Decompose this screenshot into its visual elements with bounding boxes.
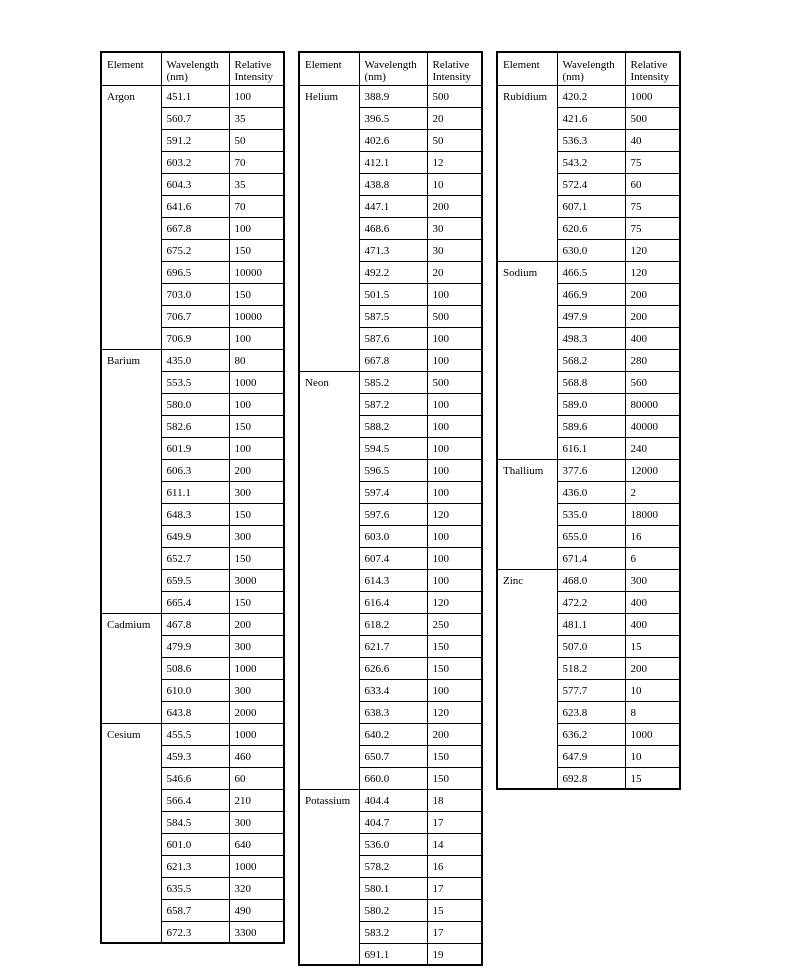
table-row — [497, 459, 680, 481]
wavelength-cell: 696.5 — [161, 261, 229, 283]
intensity-cell: 150 — [229, 591, 284, 613]
table-row — [497, 261, 680, 283]
table-row — [497, 569, 680, 591]
intensity-cell: 280 — [625, 349, 680, 371]
intensity-cell: 500 — [427, 371, 482, 393]
wavelength-cell: 587.6 — [359, 327, 427, 349]
wavelength-cell: 616.1 — [557, 437, 625, 459]
intensity-cell: 100 — [427, 481, 482, 503]
intensity-cell: 200 — [625, 657, 680, 679]
intensity-cell: 40000 — [625, 415, 680, 437]
wavelength-cell: 671.4 — [557, 547, 625, 569]
header-row — [299, 52, 482, 85]
intensity-cell: 100 — [229, 327, 284, 349]
wavelength-cell: 601.9 — [161, 437, 229, 459]
wavelength-cell: 468.0 — [557, 569, 625, 591]
intensity-cell: 210 — [229, 789, 284, 811]
wavelength-cell: 604.3 — [161, 173, 229, 195]
intensity-cell: 20 — [427, 261, 482, 283]
wavelength-cell: 623.8 — [557, 701, 625, 723]
intensity-cell: 240 — [625, 437, 680, 459]
intensity-cell: 3300 — [229, 921, 284, 943]
element-name: Rubidium — [497, 85, 557, 261]
intensity-cell: 50 — [427, 129, 482, 151]
wavelength-cell: 421.6 — [557, 107, 625, 129]
wavelength-cell: 412.1 — [359, 151, 427, 173]
wavelength-cell: 660.0 — [359, 767, 427, 789]
wavelength-cell: 589.0 — [557, 393, 625, 415]
intensity-cell: 100 — [427, 415, 482, 437]
wavelength-cell: 436.0 — [557, 481, 625, 503]
intensity-cell: 100 — [427, 283, 482, 305]
table-row — [101, 723, 284, 745]
wavelength-cell: 635.5 — [161, 877, 229, 899]
wavelength-cell: 659.5 — [161, 569, 229, 591]
wavelength-cell: 655.0 — [557, 525, 625, 547]
intensity-cell: 1000 — [229, 657, 284, 679]
wavelength-cell: 472.2 — [557, 591, 625, 613]
intensity-cell: 16 — [427, 855, 482, 877]
wavelength-cell: 580.0 — [161, 393, 229, 415]
wavelength-cell: 621.3 — [161, 855, 229, 877]
element-name: Barium — [101, 349, 161, 613]
intensity-cell: 1000 — [625, 723, 680, 745]
intensity-cell: 60 — [625, 173, 680, 195]
wavelength-cell: 667.8 — [359, 349, 427, 371]
intensity-cell: 200 — [625, 305, 680, 327]
intensity-cell: 17 — [427, 877, 482, 899]
intensity-cell: 2 — [625, 481, 680, 503]
intensity-cell: 200 — [229, 613, 284, 635]
intensity-cell: 15 — [427, 899, 482, 921]
element-name: Helium — [299, 85, 359, 371]
intensity-cell: 460 — [229, 745, 284, 767]
wavelength-cell: 580.1 — [359, 877, 427, 899]
wavelength-cell: 572.4 — [557, 173, 625, 195]
wavelength-cell: 568.8 — [557, 371, 625, 393]
intensity-cell: 300 — [229, 679, 284, 701]
wavelength-cell: 703.0 — [161, 283, 229, 305]
wavelength-cell: 479.9 — [161, 635, 229, 657]
wavelength-cell: 388.9 — [359, 85, 427, 107]
wavelength-cell: 498.3 — [557, 327, 625, 349]
intensity-cell: 60 — [229, 767, 284, 789]
table-row — [299, 789, 482, 811]
intensity-cell: 10 — [625, 745, 680, 767]
intensity-cell: 120 — [427, 701, 482, 723]
intensity-cell: 120 — [427, 503, 482, 525]
intensity-cell: 80000 — [625, 393, 680, 415]
header-row — [497, 52, 680, 85]
intensity-cell: 640 — [229, 833, 284, 855]
wavelength-cell: 497.9 — [557, 305, 625, 327]
wavelength-cell: 643.8 — [161, 701, 229, 723]
wavelength-cell: 536.3 — [557, 129, 625, 151]
intensity-cell: 100 — [427, 349, 482, 371]
intensity-cell: 300 — [229, 481, 284, 503]
intensity-cell: 500 — [625, 107, 680, 129]
intensity-cell: 1000 — [229, 855, 284, 877]
wavelength-cell: 611.1 — [161, 481, 229, 503]
intensity-cell: 150 — [229, 415, 284, 437]
table-row — [497, 85, 680, 107]
element-name: Argon — [101, 85, 161, 349]
header-wavelength: Wavelength (nm) — [359, 52, 427, 85]
intensity-cell: 100 — [229, 437, 284, 459]
wavelength-cell: 596.5 — [359, 459, 427, 481]
intensity-cell: 75 — [625, 217, 680, 239]
wavelength-cell: 543.2 — [557, 151, 625, 173]
wavelength-cell: 675.2 — [161, 239, 229, 261]
intensity-cell: 560 — [625, 371, 680, 393]
wavelength-cell: 606.3 — [161, 459, 229, 481]
wavelength-cell: 636.2 — [557, 723, 625, 745]
wavelength-cell: 560.7 — [161, 107, 229, 129]
intensity-cell: 200 — [229, 459, 284, 481]
table-row — [299, 371, 482, 393]
table-row — [299, 85, 482, 107]
wavelength-cell: 518.2 — [557, 657, 625, 679]
wavelength-cell: 508.6 — [161, 657, 229, 679]
intensity-cell: 20 — [427, 107, 482, 129]
element-name: Cesium — [101, 723, 161, 943]
intensity-cell: 200 — [625, 283, 680, 305]
intensity-cell: 300 — [625, 569, 680, 591]
wavelength-cell: 620.6 — [557, 217, 625, 239]
intensity-cell: 2000 — [229, 701, 284, 723]
wavelength-cell: 597.4 — [359, 481, 427, 503]
wavelength-cell: 618.2 — [359, 613, 427, 635]
wavelength-cell: 553.5 — [161, 371, 229, 393]
wavelength-cell: 614.3 — [359, 569, 427, 591]
intensity-cell: 8 — [625, 701, 680, 723]
wavelength-cell: 621.7 — [359, 635, 427, 657]
wavelength-cell: 658.7 — [161, 899, 229, 921]
wavelength-cell: 672.3 — [161, 921, 229, 943]
intensity-cell: 10 — [427, 173, 482, 195]
wavelength-cell: 626.6 — [359, 657, 427, 679]
wavelength-cell: 665.4 — [161, 591, 229, 613]
intensity-cell: 100 — [427, 459, 482, 481]
wavelength-cell: 594.5 — [359, 437, 427, 459]
wavelength-cell: 466.5 — [557, 261, 625, 283]
wavelength-cell: 641.6 — [161, 195, 229, 217]
intensity-cell: 100 — [229, 393, 284, 415]
header-intensity: Relative Intensity — [229, 52, 284, 85]
header-wavelength: Wavelength (nm) — [557, 52, 625, 85]
intensity-cell: 100 — [427, 569, 482, 591]
intensity-cell: 15 — [625, 767, 680, 789]
wavelength-cell: 471.3 — [359, 239, 427, 261]
spectral-lines-table-2 — [298, 51, 483, 966]
intensity-cell: 400 — [625, 613, 680, 635]
table-row — [101, 85, 284, 107]
intensity-cell: 12000 — [625, 459, 680, 481]
intensity-cell: 100 — [427, 679, 482, 701]
wavelength-cell: 580.2 — [359, 899, 427, 921]
wavelength-cell: 481.1 — [557, 613, 625, 635]
wavelength-cell: 377.6 — [557, 459, 625, 481]
intensity-cell: 120 — [625, 261, 680, 283]
intensity-cell: 150 — [427, 657, 482, 679]
wavelength-cell: 566.4 — [161, 789, 229, 811]
wavelength-cell: 630.0 — [557, 239, 625, 261]
wavelength-cell: 603.0 — [359, 525, 427, 547]
intensity-cell: 400 — [625, 591, 680, 613]
wavelength-cell: 535.0 — [557, 503, 625, 525]
wavelength-cell: 640.2 — [359, 723, 427, 745]
intensity-cell: 1000 — [625, 85, 680, 107]
intensity-cell: 75 — [625, 195, 680, 217]
intensity-cell: 3000 — [229, 569, 284, 591]
wavelength-cell: 438.8 — [359, 173, 427, 195]
intensity-cell: 10000 — [229, 305, 284, 327]
element-name: Neon — [299, 371, 359, 789]
intensity-cell: 490 — [229, 899, 284, 921]
intensity-cell: 120 — [625, 239, 680, 261]
intensity-cell: 150 — [229, 239, 284, 261]
wavelength-cell: 652.7 — [161, 547, 229, 569]
wavelength-cell: 648.3 — [161, 503, 229, 525]
intensity-cell: 200 — [427, 195, 482, 217]
wavelength-cell: 501.5 — [359, 283, 427, 305]
wavelength-cell: 467.8 — [161, 613, 229, 635]
intensity-cell: 18000 — [625, 503, 680, 525]
intensity-cell: 300 — [229, 525, 284, 547]
element-name: Thallium — [497, 459, 557, 569]
intensity-cell: 1000 — [229, 723, 284, 745]
wavelength-cell: 455.5 — [161, 723, 229, 745]
intensity-cell: 18 — [427, 789, 482, 811]
wavelength-cell: 607.4 — [359, 547, 427, 569]
intensity-cell: 70 — [229, 151, 284, 173]
wavelength-cell: 633.4 — [359, 679, 427, 701]
intensity-cell: 100 — [229, 217, 284, 239]
wavelength-cell: 650.7 — [359, 745, 427, 767]
intensity-cell: 500 — [427, 305, 482, 327]
intensity-cell: 50 — [229, 129, 284, 151]
intensity-cell: 35 — [229, 107, 284, 129]
wavelength-cell: 507.0 — [557, 635, 625, 657]
header-wavelength: Wavelength (nm) — [161, 52, 229, 85]
intensity-cell: 10000 — [229, 261, 284, 283]
header-element: Element — [299, 52, 359, 85]
intensity-cell: 100 — [229, 85, 284, 107]
intensity-cell: 16 — [625, 525, 680, 547]
intensity-cell: 100 — [427, 393, 482, 415]
intensity-cell: 80 — [229, 349, 284, 371]
intensity-cell: 35 — [229, 173, 284, 195]
wavelength-cell: 468.6 — [359, 217, 427, 239]
wavelength-cell: 536.0 — [359, 833, 427, 855]
wavelength-cell: 435.0 — [161, 349, 229, 371]
wavelength-cell: 692.8 — [557, 767, 625, 789]
header-intensity: Relative Intensity — [427, 52, 482, 85]
wavelength-cell: 492.2 — [359, 261, 427, 283]
element-name: Potassium — [299, 789, 359, 965]
intensity-cell: 6 — [625, 547, 680, 569]
wavelength-cell: 591.2 — [161, 129, 229, 151]
wavelength-cell: 691.1 — [359, 943, 427, 965]
wavelength-cell: 404.4 — [359, 789, 427, 811]
wavelength-cell: 583.2 — [359, 921, 427, 943]
spectral-lines-table-3 — [496, 51, 681, 790]
intensity-cell: 100 — [427, 437, 482, 459]
wavelength-cell: 396.5 — [359, 107, 427, 129]
wavelength-cell: 603.2 — [161, 151, 229, 173]
table-row — [101, 349, 284, 371]
intensity-cell: 17 — [427, 811, 482, 833]
wavelength-cell: 587.5 — [359, 305, 427, 327]
intensity-cell: 500 — [427, 85, 482, 107]
intensity-cell: 150 — [229, 283, 284, 305]
wavelength-cell: 616.4 — [359, 591, 427, 613]
intensity-cell: 200 — [427, 723, 482, 745]
header-intensity: Relative Intensity — [625, 52, 680, 85]
intensity-cell: 320 — [229, 877, 284, 899]
intensity-cell: 400 — [625, 327, 680, 349]
wavelength-cell: 706.9 — [161, 327, 229, 349]
wavelength-cell: 459.3 — [161, 745, 229, 767]
wavelength-cell: 597.6 — [359, 503, 427, 525]
intensity-cell: 150 — [427, 745, 482, 767]
wavelength-cell: 402.6 — [359, 129, 427, 151]
intensity-cell: 150 — [229, 503, 284, 525]
wavelength-cell: 577.7 — [557, 679, 625, 701]
wavelength-cell: 451.1 — [161, 85, 229, 107]
intensity-cell: 75 — [625, 151, 680, 173]
intensity-cell: 30 — [427, 217, 482, 239]
intensity-cell: 10 — [625, 679, 680, 701]
intensity-cell: 14 — [427, 833, 482, 855]
wavelength-cell: 466.9 — [557, 283, 625, 305]
wavelength-cell: 601.0 — [161, 833, 229, 855]
intensity-cell: 15 — [625, 635, 680, 657]
intensity-cell: 150 — [427, 635, 482, 657]
wavelength-cell: 584.5 — [161, 811, 229, 833]
intensity-cell: 19 — [427, 943, 482, 965]
wavelength-cell: 587.2 — [359, 393, 427, 415]
wavelength-cell: 706.7 — [161, 305, 229, 327]
wavelength-cell: 404.7 — [359, 811, 427, 833]
intensity-cell: 300 — [229, 635, 284, 657]
intensity-cell: 100 — [427, 547, 482, 569]
element-name: Cadmium — [101, 613, 161, 723]
wavelength-cell: 420.2 — [557, 85, 625, 107]
intensity-cell: 70 — [229, 195, 284, 217]
intensity-cell: 150 — [229, 547, 284, 569]
wavelength-cell: 649.9 — [161, 525, 229, 547]
wavelength-cell: 607.1 — [557, 195, 625, 217]
header-element: Element — [497, 52, 557, 85]
intensity-cell: 1000 — [229, 371, 284, 393]
wavelength-cell: 589.6 — [557, 415, 625, 437]
intensity-cell: 100 — [427, 327, 482, 349]
wavelength-cell: 578.2 — [359, 855, 427, 877]
intensity-cell: 100 — [427, 525, 482, 547]
intensity-cell: 300 — [229, 811, 284, 833]
intensity-cell: 120 — [427, 591, 482, 613]
intensity-cell: 40 — [625, 129, 680, 151]
element-name: Zinc — [497, 569, 557, 789]
element-name: Sodium — [497, 261, 557, 459]
header-element: Element — [101, 52, 161, 85]
table-row — [101, 613, 284, 635]
wavelength-cell: 610.0 — [161, 679, 229, 701]
intensity-cell: 30 — [427, 239, 482, 261]
wavelength-cell: 638.3 — [359, 701, 427, 723]
wavelength-cell: 588.2 — [359, 415, 427, 437]
intensity-cell: 17 — [427, 921, 482, 943]
wavelength-cell: 447.1 — [359, 195, 427, 217]
intensity-cell: 12 — [427, 151, 482, 173]
intensity-cell: 250 — [427, 613, 482, 635]
intensity-cell: 150 — [427, 767, 482, 789]
spectral-lines-table-1 — [100, 51, 285, 944]
wavelength-cell: 582.6 — [161, 415, 229, 437]
wavelength-cell: 546.6 — [161, 767, 229, 789]
header-row — [101, 52, 284, 85]
wavelength-cell: 585.2 — [359, 371, 427, 393]
wavelength-cell: 667.8 — [161, 217, 229, 239]
wavelength-cell: 647.9 — [557, 745, 625, 767]
wavelength-cell: 568.2 — [557, 349, 625, 371]
